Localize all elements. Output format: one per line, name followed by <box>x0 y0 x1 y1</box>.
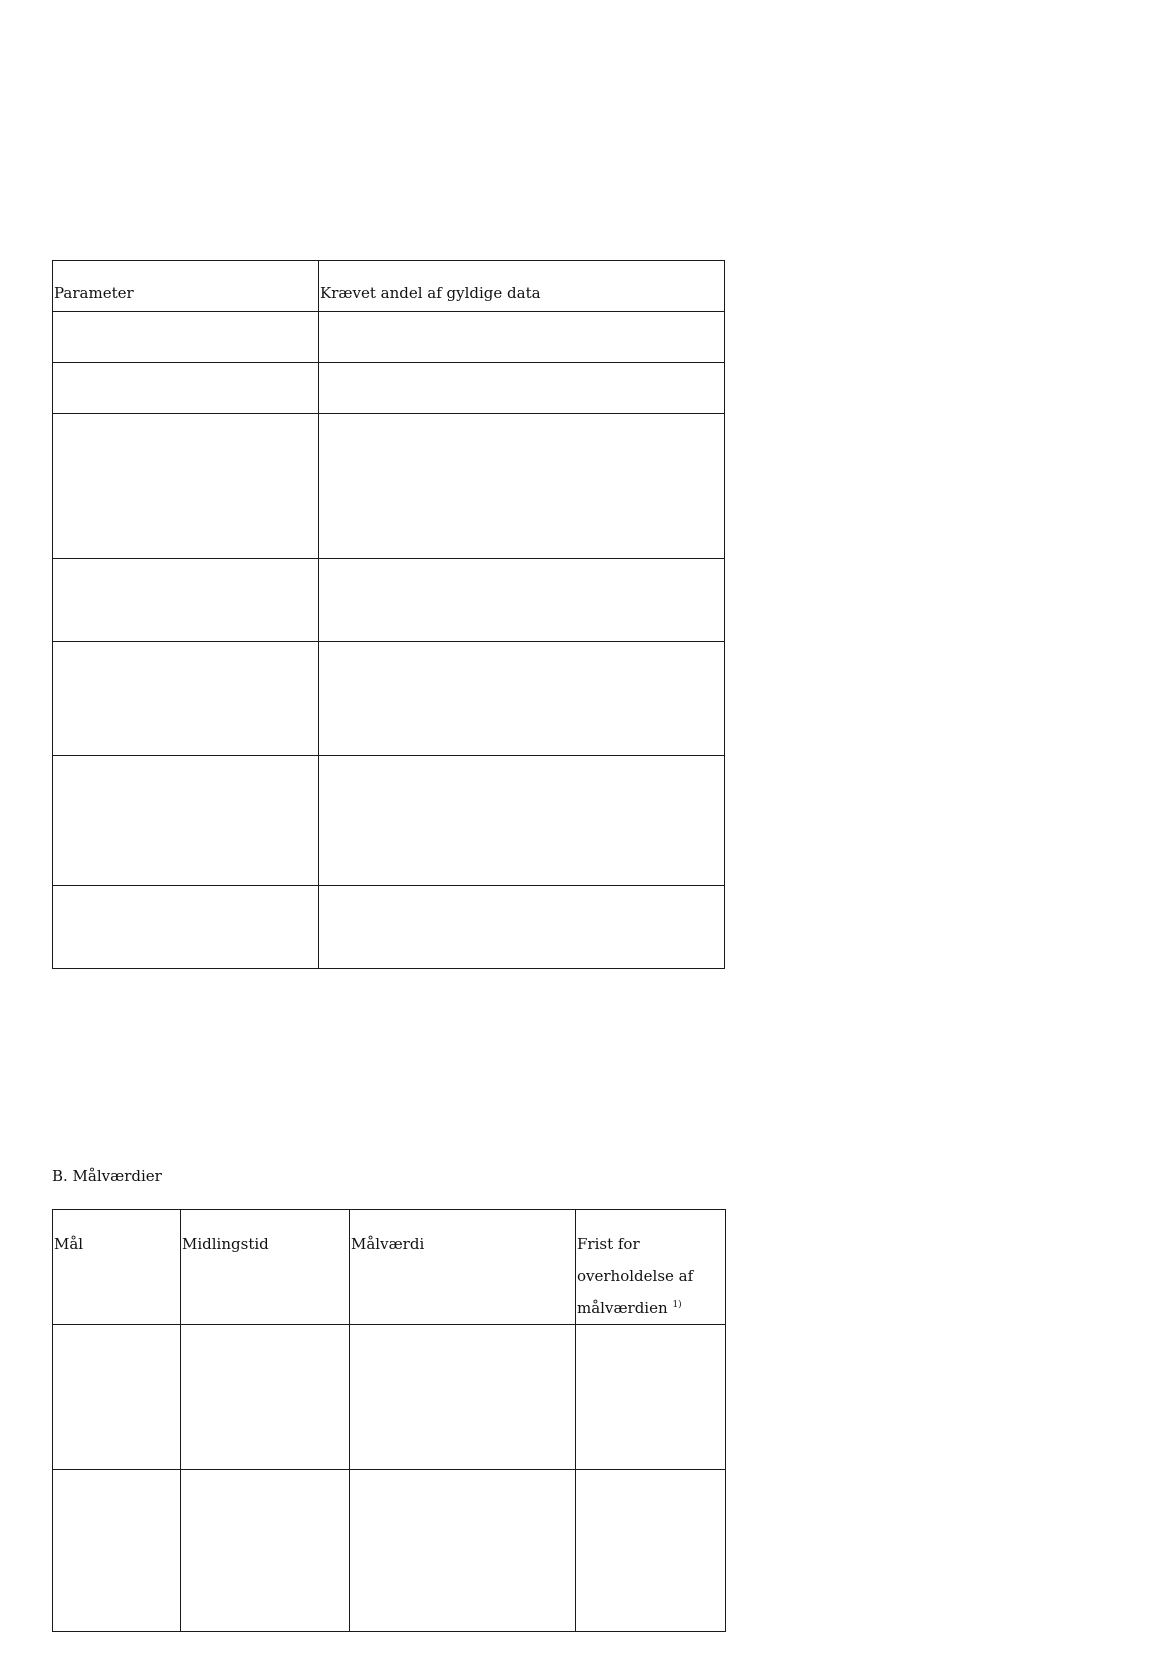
table-row <box>53 1325 726 1470</box>
table-cell <box>319 414 725 559</box>
table-row <box>53 559 725 642</box>
table-row <box>53 312 725 363</box>
header-required-share: Krævet andel af gyldige data <box>319 261 725 312</box>
table-header-row <box>53 261 725 312</box>
table-cell <box>53 363 319 414</box>
table-row <box>53 886 725 969</box>
table-row <box>53 414 725 559</box>
header-parameter: Parameter <box>53 261 319 312</box>
table-cell <box>181 1325 350 1470</box>
table-header-row <box>53 1210 726 1325</box>
header-target-value: Målværdi <box>350 1210 576 1325</box>
table-cell <box>319 559 725 642</box>
table-cell <box>319 886 725 969</box>
table-cell <box>319 642 725 756</box>
header-compliance-deadline-text: Frist for overholdelse af målværdien <box>577 1235 694 1317</box>
table-cell <box>350 1470 576 1632</box>
table-cell <box>53 1470 181 1632</box>
table-row <box>53 1470 726 1632</box>
table-cell <box>319 312 725 363</box>
table-cell <box>53 312 319 363</box>
table-cell <box>576 1470 726 1632</box>
table-cell <box>53 559 319 642</box>
table-row <box>53 642 725 756</box>
table-cell <box>53 642 319 756</box>
table-row <box>53 363 725 414</box>
table-cell <box>576 1325 726 1470</box>
table-cell <box>319 756 725 886</box>
footnote-marker: 1) <box>672 1300 682 1310</box>
table-cell <box>53 1325 181 1470</box>
header-averaging-period: Midlingstid <box>181 1210 350 1325</box>
target-values-table <box>52 1209 726 1632</box>
section-heading-target-values: B. Målværdier <box>52 1167 162 1185</box>
header-target: Mål <box>53 1210 181 1325</box>
table-cell <box>181 1470 350 1632</box>
table-row <box>53 756 725 886</box>
table-cell <box>350 1325 576 1470</box>
table-cell <box>53 414 319 559</box>
table-cell <box>53 886 319 969</box>
table-cell <box>319 363 725 414</box>
table-cell <box>53 756 319 886</box>
valid-data-requirements-table <box>52 260 725 969</box>
header-compliance-deadline <box>576 1210 726 1325</box>
